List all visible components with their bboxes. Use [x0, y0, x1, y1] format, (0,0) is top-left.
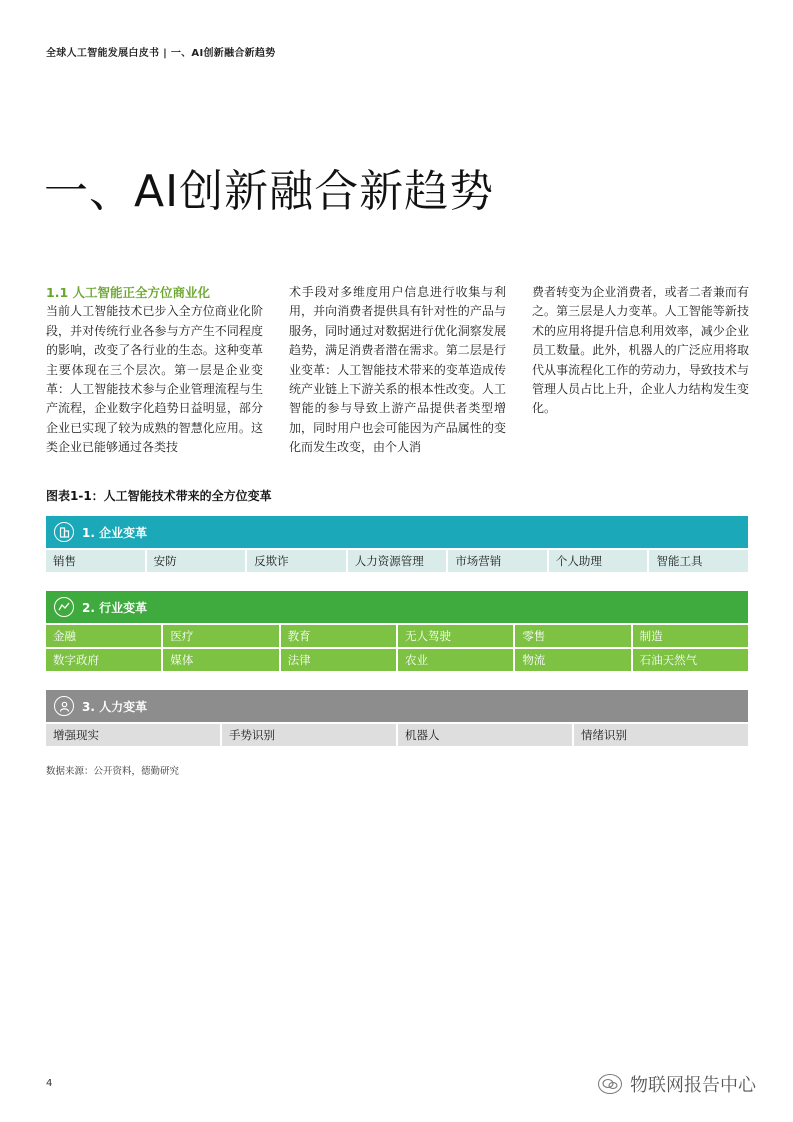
grid-cell: 安防 [147, 550, 246, 572]
body-column-2 [289, 283, 506, 458]
grid-cell: 制造 [633, 625, 748, 647]
grid-cell: 机器人 [398, 724, 572, 746]
grid-cell: 零售 [515, 625, 630, 647]
grid-cell: 医疗 [163, 625, 278, 647]
grid-cell: 数字政府 [46, 649, 161, 671]
page-number: 4 [46, 1078, 53, 1089]
block-row [46, 649, 748, 671]
figure-block-workforce [46, 690, 748, 746]
grid-cell: 销售 [46, 550, 145, 572]
grid-cell: 个人助理 [549, 550, 648, 572]
grid-cell: 市场营销 [448, 550, 547, 572]
grid-cell: 媒体 [163, 649, 278, 671]
building-icon [54, 522, 74, 542]
figure-block-enterprise [46, 516, 748, 572]
block-band-industry [46, 591, 748, 623]
figure-title: 图表1-1：人工智能技术带来的全方位变革 [46, 489, 272, 503]
grid-cell: 金融 [46, 625, 161, 647]
block-row [46, 550, 748, 572]
grid-cell: 情绪识别 [574, 724, 748, 746]
body-column-1 [46, 283, 263, 458]
block-row [46, 625, 748, 647]
block-band-enterprise [46, 516, 748, 548]
grid-cell: 人力资源管理 [348, 550, 447, 572]
body-paragraph-part-3: 费者转变为企业消费者，或者二者兼而有之。第三层是人力变革。人工智能等新技术的应用将提升信息利用效率，减少企业员工数量。此外，机器人的广泛应用将取代从事流程化工作的劳动力，导致技术与管理人员占比上升，企业人力结构发生变化。 [532, 285, 749, 416]
grid-cell: 石油天然气 [633, 649, 748, 671]
grid-cell: 教育 [281, 625, 396, 647]
running-header: 全球人工智能发展白皮书 | 一、AI创新融合新趋势 [46, 48, 276, 59]
grid-cell: 农业 [398, 649, 513, 671]
block-label-workforce: 3. 人力变革 [82, 699, 148, 714]
grid-cell: 物流 [515, 649, 630, 671]
section-heading: 1.1 人工智能正全方位商业化 [46, 285, 210, 300]
trend-icon [54, 597, 74, 617]
block-label-industry: 2. 行业变革 [82, 600, 148, 615]
body-paragraph-part-1: 当前人工智能技术已步入全方位商业化阶段，并对传统行业各参与方产生不同程度的影响，改变了各行业的生态。这种变革主要体现在三个层次。第一层是企业变革：人工智能技术参与企业管理流程与生产流程，企业数字化趋势日益明显，部分企业已实现了较为成熟的智慧化应用。这类企业已能够通过各类技 [46, 304, 263, 455]
block-band-workforce [46, 690, 748, 722]
grid-cell: 智能工具 [649, 550, 748, 572]
body-paragraph-part-2: 术手段对多维度用户信息进行收集与利用，并向消费者提供具有针对性的产品与服务，同时通过对数据进行优化洞察发展趋势，满足消费者潜在需求。第二层是行业变革：人工智能技术带来的变革造成传统产业链上下游关系的根本性改变。人工智能的参与导致上游产品提供者类型增加，同时用户也会可能因为产品属性的变化而发生改变，由个人消 [289, 285, 506, 455]
block-row [46, 724, 748, 746]
grid-cell: 手势识别 [222, 724, 396, 746]
block-label-enterprise: 1. 企业变革 [82, 525, 148, 540]
figure-block-industry [46, 591, 748, 671]
grid-cell: 增强现实 [46, 724, 220, 746]
body-column-3 [532, 283, 749, 458]
grid-cell: 反欺诈 [247, 550, 346, 572]
grid-cell: 法律 [281, 649, 396, 671]
body-text-columns [46, 283, 751, 458]
wechat-icon [598, 1074, 622, 1094]
chapter-title: 一、AI创新融合新趋势 [44, 166, 495, 217]
figure-source: 数据来源：公开资料，德勤研究 [46, 766, 180, 777]
grid-cell: 无人驾驶 [398, 625, 513, 647]
watermark [598, 1071, 756, 1097]
watermark-text: 物联网报告中心 [630, 1075, 756, 1096]
person-icon [54, 696, 74, 716]
